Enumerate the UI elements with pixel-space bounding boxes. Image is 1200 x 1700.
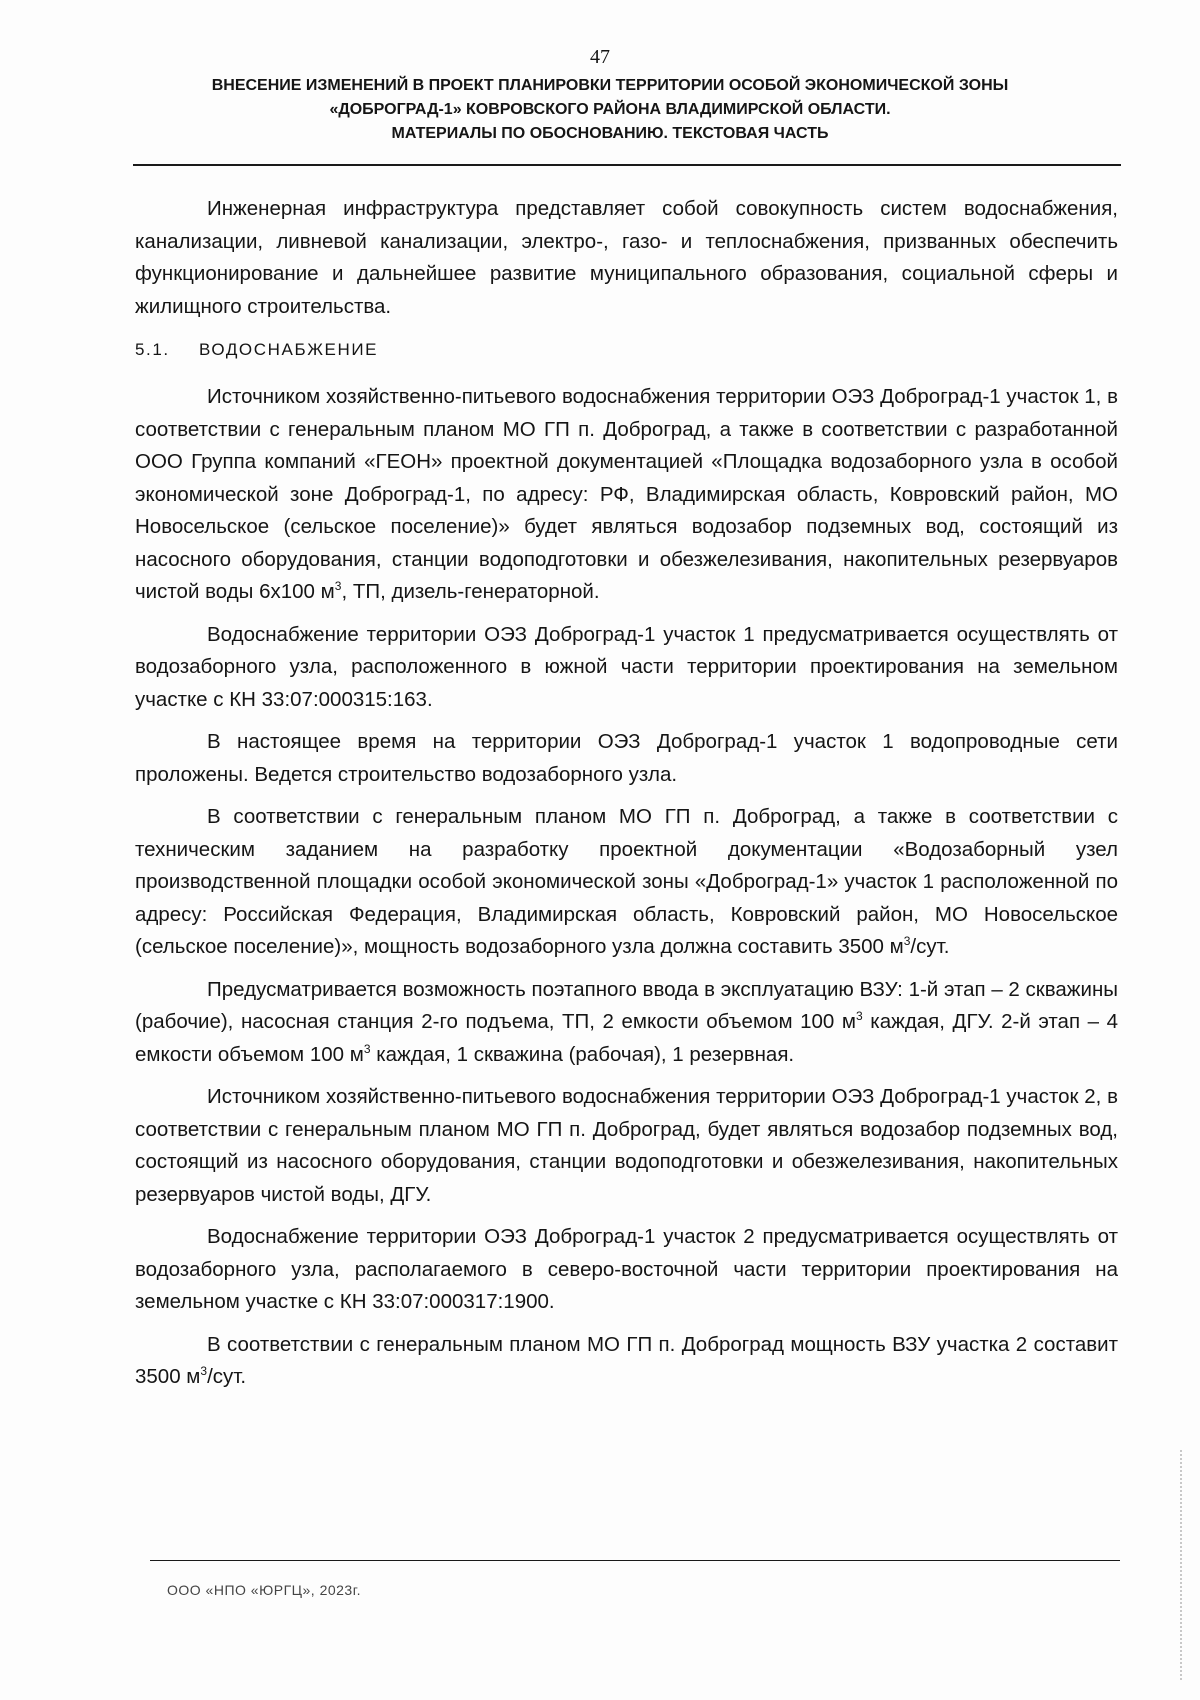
paragraph-1-tail: , ТП, дизель-генераторной. xyxy=(341,580,600,603)
section-title: ВОДОСНАБЖЕНИЕ xyxy=(199,340,379,359)
paragraph-4-text: В соответствии с генеральным планом МО ГП п. Доброград, а также в соответствии с техническим заданием на разработку проектной документации «Водозаборный узел производственной площадки особой экономической зоны «Доброград-1» участок 1 расположенной по адресу: Российская Федерация, Владимирская область, Ковровский район, МО Новосельское (сельское поселение)», мощность водозаборного узла должна составить 3500 м xyxy=(135,805,1118,958)
paragraph-5-sup-2: 3 xyxy=(363,1041,371,1056)
section-heading xyxy=(135,337,1118,363)
page-number: 47 xyxy=(590,46,610,68)
paragraph-1-text: Источником хозяйственно-питьевого водоснабжения территории ОЭЗ Доброград-1 участок 1, в соответствии с генеральным планом МО ГП п. Доброград, а также в соответствии с разработанной ООО Группа компаний «ГЕОН» проектной документацией «Площадка водозаборного узла в особой экономической зоне Доброград-1, по адресу: РФ, Владимирская область, Ковровский район, МО Новосельское (сельское поселение)» будет являться водозабор подземных вод, состоящий из насосного оборудования, станции водоподготовки и обезжелезивания, накопительных резервуаров чистой воды 6х100 м xyxy=(135,385,1118,603)
paragraph-8-sup: 3 xyxy=(200,1364,208,1379)
paragraph-7: Водоснабжение территории ОЭЗ Доброград-1 участок 2 предусматривается осуществлять от водозаборного узла, располагаемого в северо-восточной части территории проектирования на земельном участке с КН 33:07:000317:1900. xyxy=(135,1225,1118,1313)
header-divider xyxy=(133,164,1121,166)
footer-text: ООО «НПО «ЮРГЦ», 2023г. xyxy=(167,1582,361,1598)
paragraph-5-part-b: каждая, ДГУ. 2-й этап – 4 емкости объемом 100 м xyxy=(135,1010,1119,1066)
paragraph-8-tail: /сут. xyxy=(207,1365,247,1388)
paragraph-8-text: В соответствии с генеральным планом МО ГП п. Доброград мощность ВЗУ участка 2 составит 3500 м xyxy=(135,1332,1118,1388)
paragraph-5-part-c: каждая, 1 скважина (рабочая), 1 резервная. xyxy=(370,1042,795,1066)
paragraph-5-sup-1: 3 xyxy=(856,1009,863,1024)
section-number: 5.1. xyxy=(135,340,170,359)
scan-edge-dots xyxy=(1180,1450,1184,1680)
paragraph-1 xyxy=(135,381,1118,609)
paragraph-2: Водоснабжение территории ОЭЗ Доброград-1 участок 1 предусматривается осуществлять от водозаборного узла, расположенного в южной части территории проектирования на земельном участке с КН 33:07:000315:163. xyxy=(135,622,1118,711)
paragraph-1-sup: 3 xyxy=(334,579,342,594)
header-line-2: «ДОБРОГРАД-1» КОВРОВСКОГО РАЙОНА ВЛАДИМИРСКОЙ ОБЛАСТИ. xyxy=(329,101,891,118)
paragraph-4 xyxy=(135,801,1118,964)
paragraph-6: Источником хозяйственно-питьевого водоснабжения территории ОЭЗ Доброград-1 участок 2, в соответствии с генеральным планом МО ГП п. Доброград, будет являться водозабор подземных вод, состоящий из насосного оборудования, станции водоподготовки и обезжелезивания, накопительных резервуаров чистой воды, ДГУ. xyxy=(135,1085,1118,1206)
paragraph-4-tail: /сут. xyxy=(910,935,950,958)
document-body xyxy=(135,193,1118,1404)
paragraph-3: В настоящее время на территории ОЭЗ Доброград-1 участок 1 водопроводные сети проложены. Ведется строительство водозаборного узла. xyxy=(135,730,1118,786)
header-line-1: ВНЕСЕНИЕ ИЗМЕНЕНИЙ В ПРОЕКТ ПЛАНИРОВКИ ТЕРРИТОРИИ ОСОБОЙ ЭКОНОМИЧЕСКОЙ ЗОНЫ xyxy=(211,77,1009,94)
footer-divider xyxy=(150,1560,1120,1561)
paragraph-5-part-a: Предусматривается возможность поэтапного ввода в эксплуатацию ВЗУ: 1-й этап – 2 скважины (рабочие), насосная станция 2-го подъема, ТП, 2 емкости объемом 100 м xyxy=(135,977,1119,1033)
header-line-3: МАТЕРИАЛЫ ПО ОБОСНОВАНИЮ. ТЕКСТОВАЯ ЧАСТЬ xyxy=(391,125,829,142)
paragraph-4-sup: 3 xyxy=(903,934,911,949)
paragraph-5 xyxy=(135,974,1118,1072)
paragraph-8 xyxy=(135,1329,1118,1394)
intro-paragraph: Инженерная инфраструктура представляет собой совокупность систем водоснабжения, канализации, ливневой канализации, электро-, газо- и теплоснабжения, призванных обеспечить функционирование и дальнейшее развитие муниципального образования, социальной сферы и жилищного строительства. xyxy=(135,197,1118,318)
document-header xyxy=(150,74,1070,146)
